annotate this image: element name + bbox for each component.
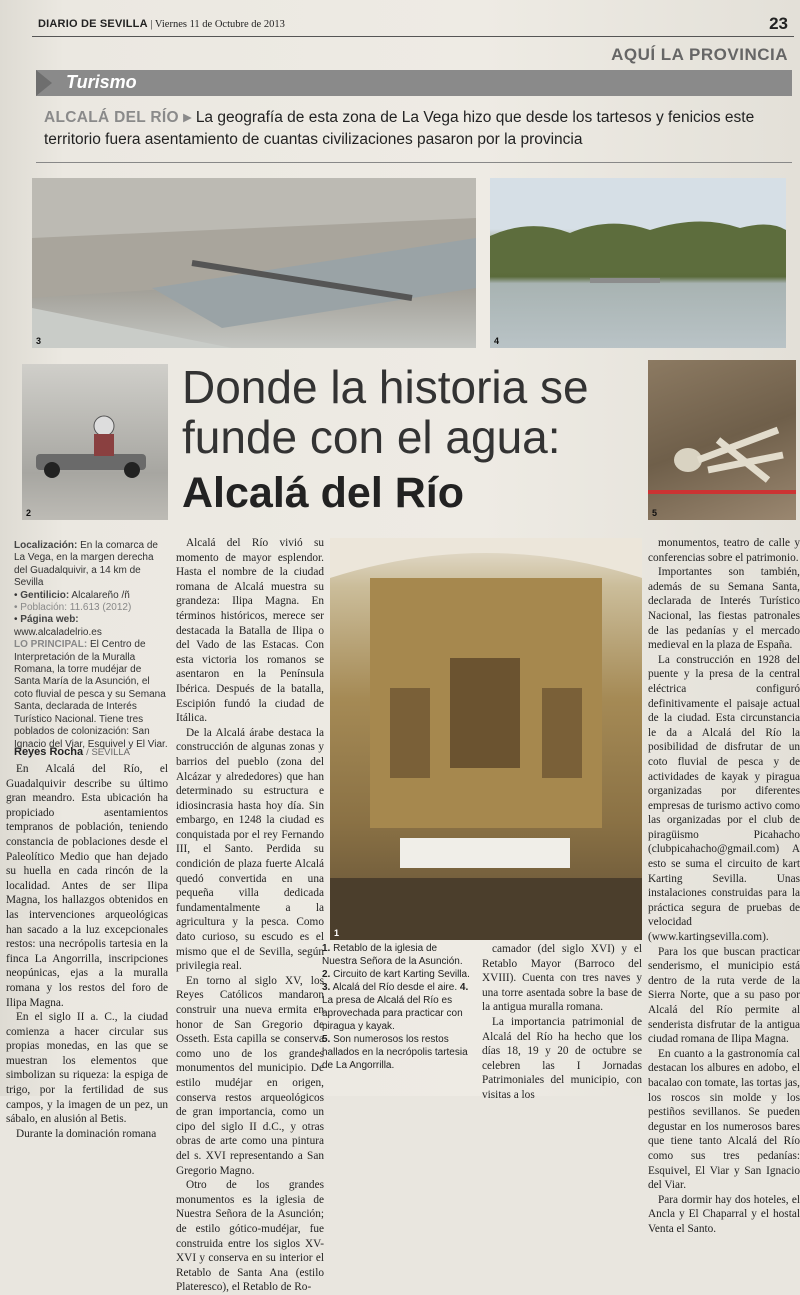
- caption: [322, 981, 472, 1033]
- paragraph: Para dormir hay dos hoteles, el Ancla y El Chaparral y el hostal Venta el Santo.: [648, 1193, 800, 1235]
- kicker-text: La geografía de esta zona de La Vega hizo que desde los tartesos y fenicios este territorio fuera asentamiento de cuantas civilizaciones pasaron por la provincia: [44, 109, 755, 148]
- caption: [322, 1033, 472, 1072]
- highlights-label: LO PRINCIPAL:: [14, 639, 88, 651]
- photo-kart: [22, 364, 168, 520]
- page-number: 23: [769, 14, 788, 33]
- photo-number: 4: [494, 336, 500, 346]
- paragraph: De la Alcalá árabe destaca la construcción de algunas zonas y barrios del pueblo (zona del Alcázar y alrededores) que han determinado su estructura e idiosincrasia hasta hoy día. Sin embargo, en 1248 la ciudad es conquistada por el rey Fernando III, el Santo. Perdida su condición de plaza fuerte Alcalá quedó convertida en una pequeña villa dedicada fundamentalmente a la agricultura y la pesca. Como dato curioso, su escudo es el mismo que el de Sevilla, según privilegia real.: [176, 726, 324, 973]
- section-tag: Turismo: [66, 72, 137, 92]
- altarpiece-image: [330, 538, 642, 940]
- article-column-1: [6, 762, 168, 1141]
- population-text: Población: 11.613 (2012): [20, 602, 132, 614]
- author-name: Reyes Rocha: [14, 746, 84, 758]
- paragraph: camador (del siglo XVI) y el Retablo Mayor (Barroco del XVIII). Cuenta con tres naves y una torre asentada sobre la base de la antigua muralla romana.: [482, 943, 642, 1014]
- photo-river-dam: [490, 178, 786, 348]
- article-column-4: [482, 942, 642, 1103]
- photo-number: 2: [26, 508, 32, 518]
- paragraph: En cuanto a la gastronomía cal destacan los albures en adobo, el bacalao con tomate, las tortas jas, los roscos sin molde y los pestiños sevillanos. Se pueden degustar en los numerosos bares que tiene tanto Alcalá del Río como sus tres pedanías: Esquivel, El Viar y San Ignacio del Viar.: [648, 1047, 800, 1192]
- header-rule: [32, 36, 794, 37]
- gentilicio-text: Alcalareño /ñ: [71, 589, 130, 601]
- headline: Donde la historia se funde con el agua:: [182, 361, 589, 463]
- paragraph: La construcción en 1928 del puente y la presa de la central eléctrica configuró definitivamente el paisaje actual de la ciudad. Esta circunstancia le da a Alcalá del Río la posibilidad de disfrutar de un coto fluvial de pesca y de actividades de kayak y piragua organizadas por diferentes empresas de turismo activo como las organizadas por el club de piragüismo Picahacho (clubpicahacho@gmail.com) A esto se suma el circuito de kart Karting Sevilla. Unas instalaciones construidas para la práctica segura de pruebas de velocidad (www.kartingsevilla.com).: [648, 653, 800, 944]
- location-label: Localización:: [14, 540, 78, 551]
- paragraph: En Alcalá del Río, el Guadalquivir describe su último gran meandro. Esta ubicación ha propiciado asentamientos tempranos de población, teniendo constancia de poblaciones desde el Paleolítico Medio que han dejado su huella en cada rincón de la localidad. Antes de ser Ilipa Magna, los hallazgos obtenidos en las intervenciones arqueológicas han sacado a la luz excepcionales restos: una necrópolis tartesia en la finca La Angorrilla, inscripciones neopúnicas, ejas a la muralla romana y los restos del foro de Ilipa Magna.: [6, 763, 168, 1009]
- paragraph: Alcalá del Río vivió su momento de mayor esplendor. Hasta el nombre de la ciudad romana de Alcalá muestra su grandeza: Ilipa Magna. En términos históricos, merece ser destacada la Batalla de Ilipa o del Vado de las Estacas. Con esta victoria los romanos se asentaron en la Península Ibérica. Después de la batalla, Escipión fundó la ciudad de Itálica.: [176, 537, 324, 725]
- aerial-town-image: [32, 178, 476, 348]
- newspaper-name: DIARIO DE SEVILLA: [38, 18, 148, 30]
- caption-number: 3.: [322, 982, 331, 993]
- photo-captions: [322, 942, 472, 1072]
- caption-text: Son numerosos los restos hallados en la necrópolis tartesia de La Angorrilla.: [322, 1034, 468, 1071]
- paragraph: En el siglo II a. C., la ciudad comienza a hacer circular sus propias monedas, en las que se muestran los elementos que simbolizan su riqueza: la espiga de trigo, por la fertilidad de sus campos, y la imagen de un pez, un sábalo, en alusión al Betis.: [6, 1011, 168, 1126]
- paragraph: Para los que buscan practicar senderismo, el municipio está dentro de la ruta verde de la Sierra Norte, que a su paso por Alcalá del Río permite al senderista disfrutar de la antigua ciudad romana de Ilipa Magna.: [648, 945, 800, 1046]
- caption-text: Retablo de la iglesia de Nuestra Señora de la Asunción.: [322, 943, 463, 967]
- caption-text: Circuito de kart Karting Sevilla.: [333, 969, 470, 980]
- kart-image: [22, 364, 168, 520]
- website-link[interactable]: www.alcaladelrio.es: [14, 626, 102, 638]
- website-label: Página web:: [20, 614, 79, 626]
- paragraph: Durante la dominación romana: [16, 1127, 157, 1140]
- page-header: DIARIO DE SEVILLA | Viernes 11 de Octubre de 2013: [38, 18, 285, 30]
- author-place: SEVILLA: [91, 747, 130, 758]
- arrow-icon: [36, 70, 52, 96]
- caption-number: 5.: [322, 1034, 331, 1045]
- photo-number: 1: [334, 928, 340, 938]
- caption-text: La presa de Alcalá del Río es aprovechada para practicar con piragua y kayak.: [322, 995, 463, 1032]
- highlights-text: El Centro de Interpretación de la Muralla Romana, la torre mudéjar de Santa María de la Asunción, el coto fluvial de pesca y su Semana Santa, declarada de Interés Turístico Nacional. Tiene tres poblados de colonización: San Ignacio del Viar, Esquivel y El Viar.: [14, 639, 168, 750]
- kicker: [44, 107, 792, 151]
- caption-number: 2.: [322, 969, 331, 980]
- article-column-5: [648, 536, 800, 1237]
- skeleton-image: [648, 360, 796, 520]
- caption: [322, 942, 472, 981]
- section-tag-bar: [36, 70, 792, 96]
- kicker-location: ALCALÁ DEL RÍO ▸: [44, 109, 192, 126]
- paragraph: La importancia patrimonial de Alcalá del Río ha hecho que los días 18, 19 y 20 de octubre se celebren las I Jornadas Patrimoniales del municipio, con visitas a los: [482, 1015, 642, 1101]
- paragraph: Otro de los grandes monumentos es la iglesia de Nuestra Señora de la Asunción; de estilo gótico-mudéjar, fue construida entre los siglos XV-XVI y conserva en su interior el Retablo de Santa Ana (estilo Plateresco), el Retablo de Ro-: [176, 1179, 324, 1294]
- paragraph: Importantes son también, además de su Semana Santa, declarada de Interés Turístico Nacional, las fiestas patronales de las pedanías y el mercado medieval en la plaza de España.: [648, 566, 800, 652]
- paragraph: En torno al siglo XV, los Reyes Católicos mandaron construir una nueva ermita en honor de San Gregorio de Osseth. Esta capilla se conserva como uno de los grandes monumentos del municipio. De estilo mudéjar en origen, conserva restos arqueológicos de gran importancia, como un cipo del siglo II d.C., y otras obras de arte como una pintura del s. XVI representando a San Gregorio Magno.: [176, 974, 324, 1177]
- caption-text: Alcalá del Río desde el aire.: [332, 982, 458, 993]
- photo-number: 3: [36, 336, 42, 346]
- paragraph: monumentos, teatro de calle y conferencias sobre el patrimonio.: [648, 537, 800, 564]
- article-column-2: [176, 536, 324, 1295]
- location-text: En la comarca de La Vega, en la margen derecha del Guadalquivir, a 14 km de Sevilla: [14, 540, 158, 589]
- section-title: AQUÍ LA PROVINCIA: [611, 45, 788, 64]
- caption-number: 1.: [322, 943, 331, 954]
- photo-number: 5: [652, 508, 658, 518]
- river-image: [490, 178, 786, 348]
- kicker-rule: [36, 162, 792, 163]
- issue-date: Viernes 11 de Octubre de 2013: [154, 19, 285, 30]
- photo-necropolis: [648, 360, 796, 520]
- photo-aerial-town: [32, 178, 476, 348]
- info-box: Localización: En la comarca de La Vega, en la margen derecha del Guadalquivir, a 14 km de Sevilla • Gentilicio: Alcalareño /ñ • Población: 11.613 (2012) • Página web: www.alcaladelrio.es LO PRINCIPAL: El Centro de Interpretación de la Muralla Romana, la torre mudéjar de Santa María de la Asunción, el coto fluvial de pesca y su Semana Santa, declarada de Interés Turístico Nacional. Tiene tres poblados de colonización: San Ignacio del Viar, Esquivel y El Viar.: [14, 540, 168, 750]
- gentilicio-label: Gentilicio:: [20, 589, 70, 601]
- headline-place: Alcalá del Río: [182, 469, 464, 517]
- caption-number: 4.: [459, 982, 469, 993]
- byline: Reyes Rocha / SEVILLA: [14, 746, 130, 758]
- photo-altarpiece: [330, 538, 642, 940]
